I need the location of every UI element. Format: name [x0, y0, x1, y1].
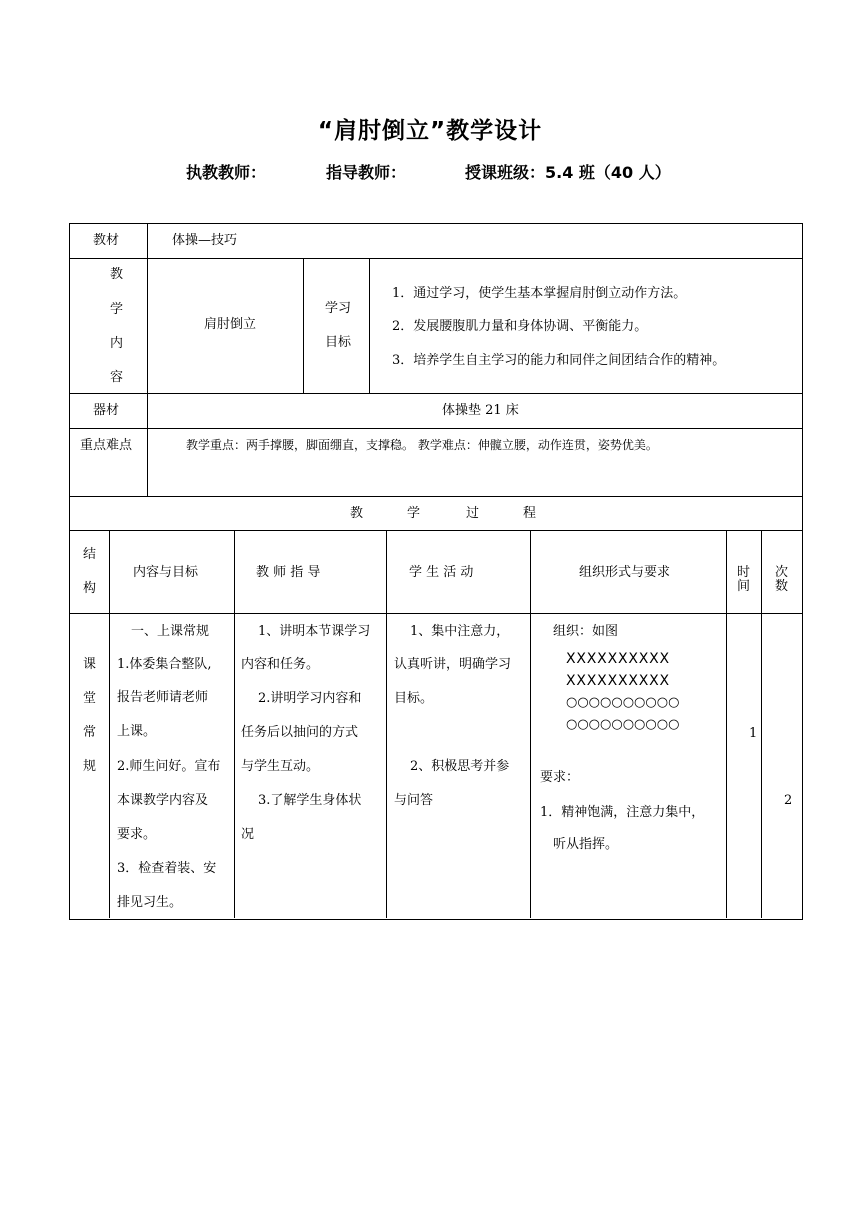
- content-label-char: 容: [110, 370, 124, 385]
- process-title-char: 学: [407, 506, 421, 521]
- teacher-line: 况: [241, 827, 255, 842]
- structure-char: 常: [83, 725, 97, 740]
- student-line: 目标。: [394, 691, 434, 706]
- content-line: 要求。: [117, 827, 157, 842]
- structure-char: 规: [83, 759, 97, 774]
- content-line: 本课教学内容及: [117, 793, 209, 808]
- teacher-line: 1、讲明本节课学习: [258, 624, 371, 639]
- goal-item: 1．通过学习，使学生基本掌握肩肘倒立动作方法。: [392, 286, 687, 301]
- structure-char: 课: [83, 657, 97, 672]
- col-header-count: 次: [775, 565, 789, 580]
- content-line: 一、上课常规: [131, 624, 210, 639]
- student-line: 1、集中注意力，: [410, 624, 510, 639]
- student-line: 认真听讲，明确学习: [394, 657, 512, 672]
- org-label: 组织：如图: [553, 624, 619, 639]
- key-label: 重点难点: [80, 438, 133, 453]
- content-line: 3．检查着装、安: [117, 861, 217, 876]
- col-header-time: 间: [737, 579, 751, 594]
- content-line: 1.体委集合整队,: [117, 657, 212, 672]
- teacher-line: 与学生互动。: [241, 759, 320, 774]
- teacher-label: 执教教师：: [186, 163, 267, 182]
- process-title-char: 程: [523, 506, 537, 521]
- col-header-teacher: 教 师 指 导: [256, 565, 321, 580]
- process-title-char: 教: [350, 506, 364, 521]
- content-label-char: 教: [110, 267, 124, 282]
- equipment-value: 体操垫 21 床: [442, 403, 519, 418]
- material-value: 体操—技巧: [172, 233, 238, 248]
- structure-char: 堂: [83, 691, 97, 706]
- goals-label-line: 学习: [325, 301, 352, 316]
- page-title: “肩肘倒立”教学设计: [317, 118, 543, 144]
- count-value: 2: [784, 793, 793, 808]
- content-line: 2.师生问好。宣布: [117, 759, 221, 774]
- mentor-label: 指导教师：: [326, 163, 407, 182]
- process-title-char: 过: [466, 506, 480, 521]
- req-line: 听从指挥。: [553, 837, 619, 852]
- col-header-structure: 结: [83, 547, 97, 562]
- formation-row: XXXXXXXXXX: [566, 651, 670, 667]
- goal-item: 3．培养学生自主学习的能力和同伴之间团结合作的精神。: [392, 353, 726, 368]
- content-line: 上课。: [117, 724, 157, 739]
- teacher-line: 2.讲明学习内容和: [258, 691, 362, 706]
- col-header-count: 数: [775, 579, 789, 594]
- formation-row: ○○○○○○○○○○: [566, 695, 680, 710]
- content-line: 排见习生。: [117, 895, 183, 910]
- req-line: 1．精神饱满，注意力集中，: [540, 805, 705, 820]
- student-line: 2、积极思考并参: [410, 759, 510, 774]
- equipment-label: 器材: [93, 403, 120, 418]
- col-header-time: 时: [737, 565, 751, 580]
- time-value: 1: [749, 726, 758, 741]
- goals-label-line: 目标: [325, 335, 352, 350]
- col-header-org: 组织形式与要求: [579, 565, 671, 580]
- content-line: 报告老师请老师: [117, 690, 209, 705]
- teacher-line: 任务后以抽问的方式: [241, 725, 359, 740]
- req-label: 要求：: [540, 770, 580, 785]
- material-label: 教材: [93, 233, 120, 248]
- content-label-char: 内: [110, 336, 124, 351]
- class-label: 授课班级：5.4 班（40 人）: [465, 163, 671, 182]
- col-header-structure: 构: [83, 581, 97, 596]
- content-value: 肩肘倒立: [204, 317, 257, 332]
- teacher-line: 3.了解学生身体状: [258, 793, 362, 808]
- col-header-student: 学 生 活 动: [409, 565, 474, 580]
- teacher-line: 内容和任务。: [241, 657, 320, 672]
- key-value: 教学重点：两手撑腰，脚面绷直，支撑稳。 教学难点：伸髋立腰，动作连贯，姿势优美。: [186, 438, 658, 452]
- col-header-content: 内容与目标: [133, 565, 199, 580]
- student-line: 与问答: [394, 793, 434, 808]
- content-label-char: 学: [110, 302, 124, 317]
- formation-row: ○○○○○○○○○○: [566, 717, 680, 732]
- goal-item: 2．发展腰腹肌力量和身体协调、平衡能力。: [392, 319, 648, 334]
- formation-row: XXXXXXXXXX: [566, 673, 670, 689]
